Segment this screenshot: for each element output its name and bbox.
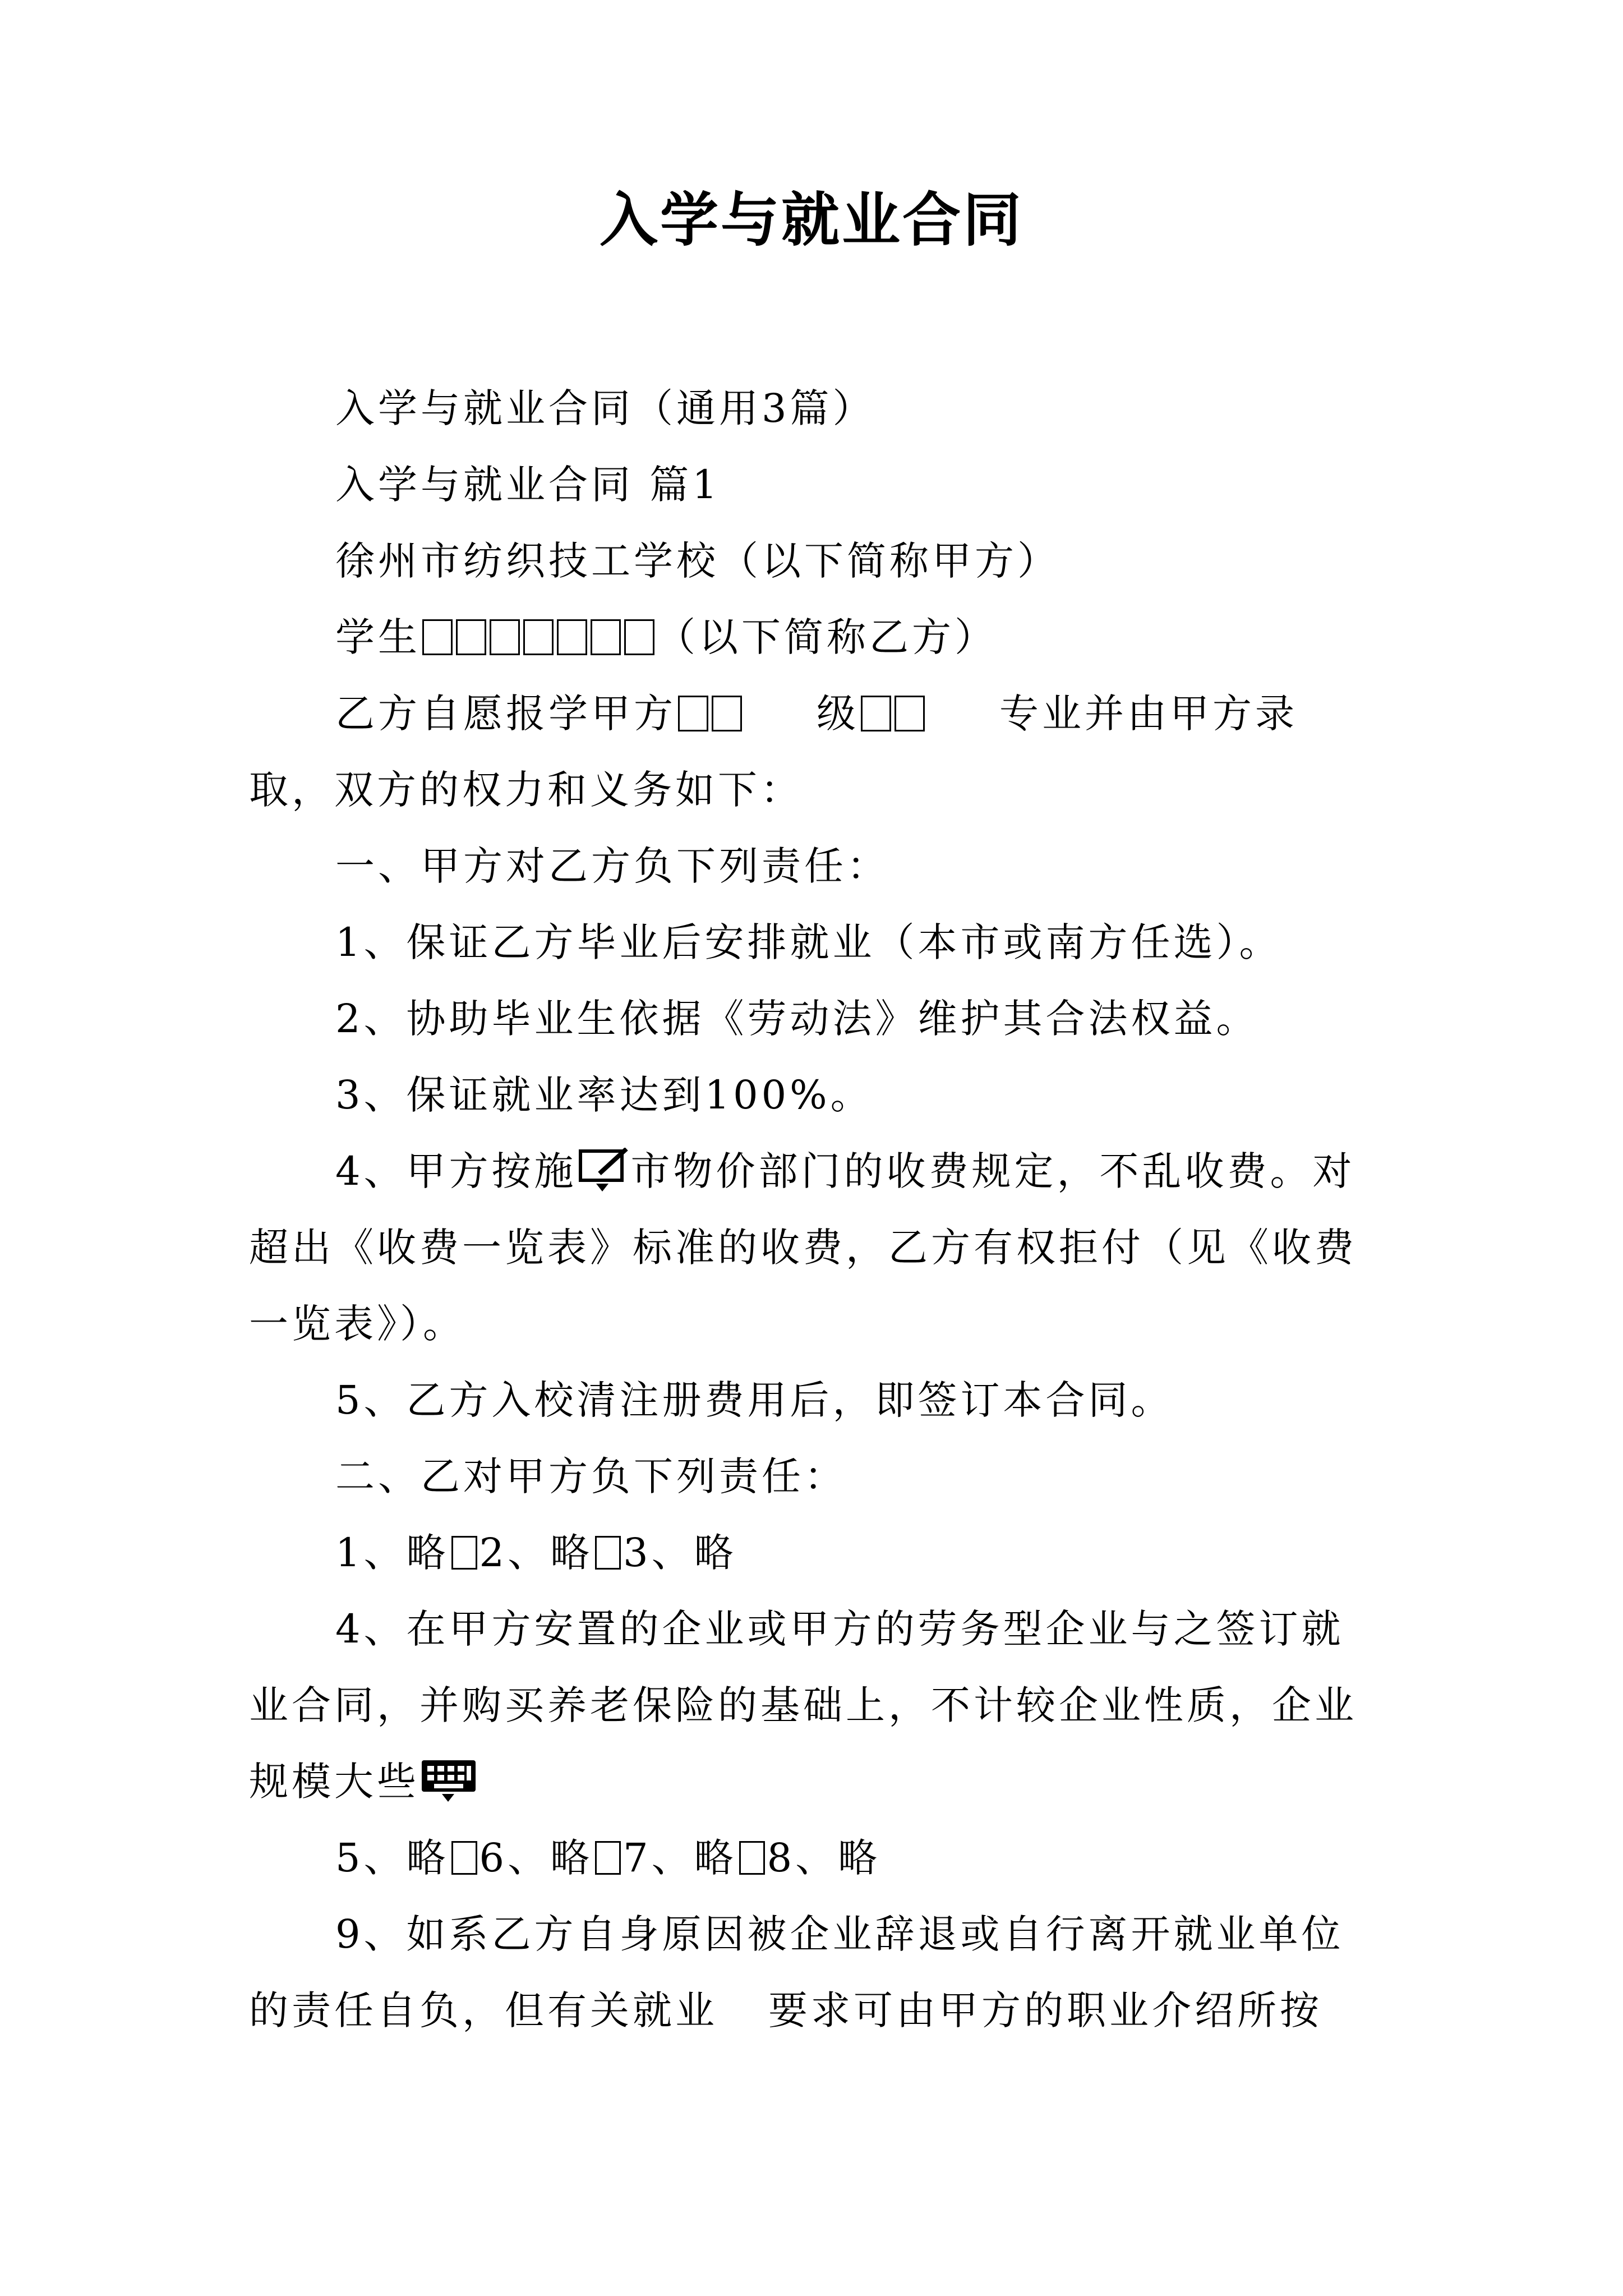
blank-box bbox=[422, 619, 453, 655]
section2-item bbox=[249, 1896, 1382, 2049]
keyboard-icon[interactable] bbox=[419, 1758, 478, 1803]
blank-box bbox=[591, 619, 621, 655]
section2-row bbox=[249, 1515, 1382, 1591]
blank-box bbox=[451, 1536, 477, 1570]
section1-heading: 一、甲方对乙方负下列责任： bbox=[335, 843, 889, 889]
blank-box bbox=[523, 619, 554, 655]
document-body bbox=[249, 370, 1382, 2049]
blank-box bbox=[557, 619, 587, 655]
item9-text-a: 9、如系乙方自身原因被企业辞退或自行离开就业单位的责任自负，但有关就业 bbox=[249, 1911, 1344, 2033]
item4-text: 4、在甲方安置的企业或甲方的劳务型企业与之签订就业合同，并购买养老保险的基础上，不计较企业性质，企业规模大些 bbox=[249, 1606, 1357, 1805]
item4-text-b: 市物价部门的收费规定，不乱收费。对超出《收费一览表》标准的收费，乙方有权拒付（见《收费一览表》）。 bbox=[249, 1148, 1357, 1347]
blank-box bbox=[739, 1841, 765, 1875]
blank-box bbox=[712, 696, 742, 731]
blank-box bbox=[595, 1841, 621, 1875]
intro-paragraph bbox=[249, 675, 1382, 828]
blank-box bbox=[624, 619, 654, 655]
section1-item: 2、协助毕业生依据《劳动法》维护其合法权益。 bbox=[335, 996, 1259, 1042]
party-b-prefix: 学生 bbox=[335, 614, 421, 660]
party-b-suffix: （以下简称乙方） bbox=[656, 614, 997, 660]
section1-item: 3、保证就业率达到100%。 bbox=[335, 1072, 873, 1118]
item4-text-a: 4、甲方按施 bbox=[335, 1148, 577, 1194]
item-text: 1、略 bbox=[335, 1530, 449, 1576]
section1-item bbox=[249, 1133, 1382, 1362]
blank-box bbox=[861, 696, 891, 731]
intro-part1: 乙方自愿报学甲方 bbox=[335, 691, 676, 737]
item-text: 8、略 bbox=[767, 1835, 881, 1881]
intro-part2: 级 bbox=[817, 691, 859, 737]
item-text: 7、略 bbox=[623, 1835, 737, 1881]
section-heading: 入学与就业合同 篇1 bbox=[335, 462, 721, 508]
blank-box bbox=[490, 619, 520, 655]
section1-item: 1、保证乙方毕业后安排就业（本市或南方任选）。 bbox=[335, 919, 1282, 965]
intro-part3: 专业并由甲方录取，双方的权力和义务如下： bbox=[249, 691, 1298, 813]
item9-text-b: 要求可由甲方的职业介绍所按 bbox=[768, 1987, 1322, 2033]
item-text: 6、略 bbox=[479, 1835, 593, 1881]
section2-heading: 二、乙对甲方负下列责任： bbox=[335, 1453, 847, 1499]
document-title: 入学与就业合同 bbox=[599, 186, 1023, 254]
blank-box bbox=[451, 1841, 477, 1875]
blank-box bbox=[456, 619, 486, 655]
section2-row bbox=[249, 1820, 1382, 1896]
edit-comment-icon[interactable] bbox=[577, 1148, 631, 1193]
party-b-line bbox=[249, 599, 1382, 675]
party-a-line: 徐州市纺织技工学校（以下简称甲方） bbox=[335, 538, 1060, 584]
blank-box bbox=[678, 696, 708, 731]
blank-box bbox=[595, 1536, 621, 1570]
section2-item bbox=[249, 1591, 1382, 1820]
subtitle: 入学与就业合同（通用3篇） bbox=[335, 385, 875, 431]
blank-box bbox=[895, 696, 925, 731]
item-text: 2、略 bbox=[479, 1530, 593, 1576]
item-text: 3、略 bbox=[623, 1530, 737, 1576]
section1-item: 5、乙方入校清注册费用后，即签订本合同。 bbox=[335, 1377, 1174, 1423]
item-text: 5、略 bbox=[335, 1835, 449, 1881]
